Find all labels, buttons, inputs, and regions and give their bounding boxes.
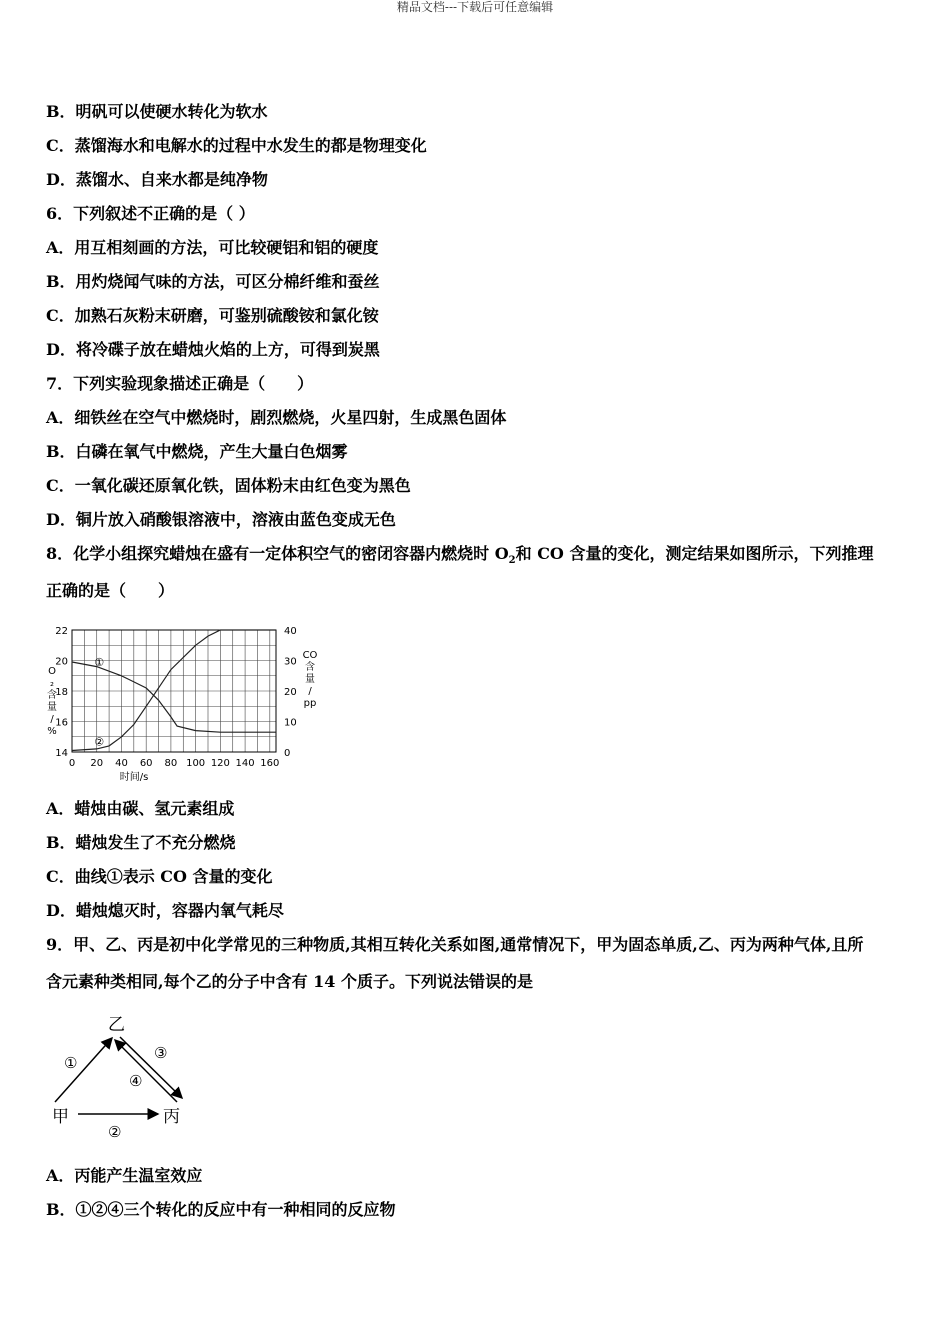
- node-yi: 乙: [108, 1015, 125, 1035]
- option-line: D．蒸馏水、自来水都是纯净物: [46, 170, 268, 189]
- y-left-tick-label: 16: [55, 717, 68, 729]
- y-right-tick-label: 40: [284, 626, 297, 637]
- option-line: A．丙能产生温室效应: [46, 1166, 203, 1185]
- reaction-label-2: ②: [108, 1123, 122, 1141]
- reaction-label-1: ①: [64, 1054, 78, 1072]
- option-line: B．蜡烛发生了不充分燃烧: [46, 833, 236, 852]
- x-tick-label: 20: [90, 758, 104, 769]
- question-8-stem: [46, 544, 873, 571]
- option-line: C．加熟石灰粉末研磨，可鉴别硫酸铵和氯化铵: [46, 306, 379, 325]
- reaction-label-3: ③: [154, 1044, 168, 1062]
- option-line: C．一氧化碳还原氧化铁，固体粉末由红色变为黑色: [46, 476, 411, 495]
- question-8-stem-line2: 正确的是（ ）: [46, 581, 175, 600]
- y-right-tick-label: 30: [284, 656, 297, 668]
- x-tick-label: 100: [186, 758, 206, 769]
- y-left-axis-label: O ₂ 含量/ %: [47, 666, 57, 737]
- x-tick-label: 0: [68, 758, 76, 769]
- option-line: B．①②④三个转化的反应中有一种相同的反应物: [46, 1200, 396, 1219]
- q9-transformation-diagram: [40, 1010, 210, 1145]
- question-stem: 6．下列叙述不正确的是（ ）: [46, 204, 255, 223]
- node-jia: 甲: [52, 1107, 69, 1127]
- y-right-tick-label: 20: [284, 687, 297, 698]
- y-left-tick-label: 14: [55, 748, 68, 759]
- option-line: B．用灼烧闻气味的方法，可区分棉纤维和蚕丝: [46, 272, 380, 291]
- option-line: C．曲线①表示 CO 含量的变化: [46, 867, 273, 886]
- y-left-tick-label: 20: [55, 656, 68, 668]
- chart-svg: [40, 612, 340, 787]
- x-tick-label: 140: [235, 758, 255, 769]
- subscript: 2: [508, 555, 516, 567]
- x-tick-label: 60: [139, 758, 153, 769]
- x-tick-label: 40: [115, 758, 128, 769]
- stem-text: 8．化学小组探究蜡烛在盛有一定体积空气的密闭容器内燃烧时 O: [46, 544, 509, 563]
- y-right-tick-label: 0: [284, 748, 291, 759]
- option-line: C．蒸馏海水和电解水的过程中水发生的都是物理变化: [46, 136, 427, 155]
- series-label-2: ②: [94, 735, 105, 749]
- option-line: D．铜片放入硝酸银溶液中，溶液由蓝色变成无色: [46, 510, 396, 529]
- y-left-tick-label: 18: [55, 687, 68, 698]
- node-bing: 丙: [163, 1107, 180, 1127]
- series-label-1: ①: [94, 656, 105, 670]
- reaction-label-4: ④: [129, 1072, 143, 1090]
- y-left-tick-label: 22: [55, 626, 68, 637]
- x-tick-label: 80: [164, 758, 178, 769]
- x-axis-label: 时间/s: [119, 772, 149, 783]
- stem-text: 和 CO 含量的变化，测定结果如图所示，下列推理: [515, 544, 874, 563]
- option-line: A．用互相刻画的方法，可比较硬铝和铝的硬度: [46, 238, 379, 257]
- x-tick-label: 120: [210, 758, 230, 769]
- x-tick-label: 160: [260, 758, 280, 769]
- option-line: B．白磷在氧气中燃烧，产生大量白色烟雾: [46, 442, 348, 461]
- diagram-svg: [40, 1010, 210, 1145]
- q8-chart: [40, 612, 340, 787]
- question-stem: 7．下列实验现象描述正确是（ ）: [46, 374, 314, 393]
- question-9-stem: 9．甲、乙、丙是初中化学常见的三种物质,其相互转化关系如图,通常情况下，甲为固态单质,乙、丙为两种气体,且所: [46, 935, 864, 954]
- option-line: D．将冷碟子放在蜡烛火焰的上方，可得到炭黑: [46, 340, 380, 359]
- page-header: 精品文档---下载后可任意编辑: [396, 0, 554, 14]
- option-line: D．蜡烛熄灭时，容器内氧气耗尽: [46, 901, 284, 920]
- option-line: A．细铁丝在空气中燃烧时，剧烈燃烧，火星四射，生成黑色固体: [46, 408, 507, 427]
- option-line: B．明矾可以使硬水转化为软水: [46, 102, 268, 121]
- question-9-stem-line2: 含元素种类相同,每个乙的分子中含有 14 个质子。下列说法错误的是: [46, 972, 533, 991]
- arrow-bing-to-yi: [115, 1040, 177, 1102]
- option-line: A．蜡烛由碳、氢元素组成: [46, 799, 235, 818]
- y-right-tick-label: 10: [284, 717, 297, 729]
- y-right-axis-label: CO 含量/ pp: [302, 650, 318, 709]
